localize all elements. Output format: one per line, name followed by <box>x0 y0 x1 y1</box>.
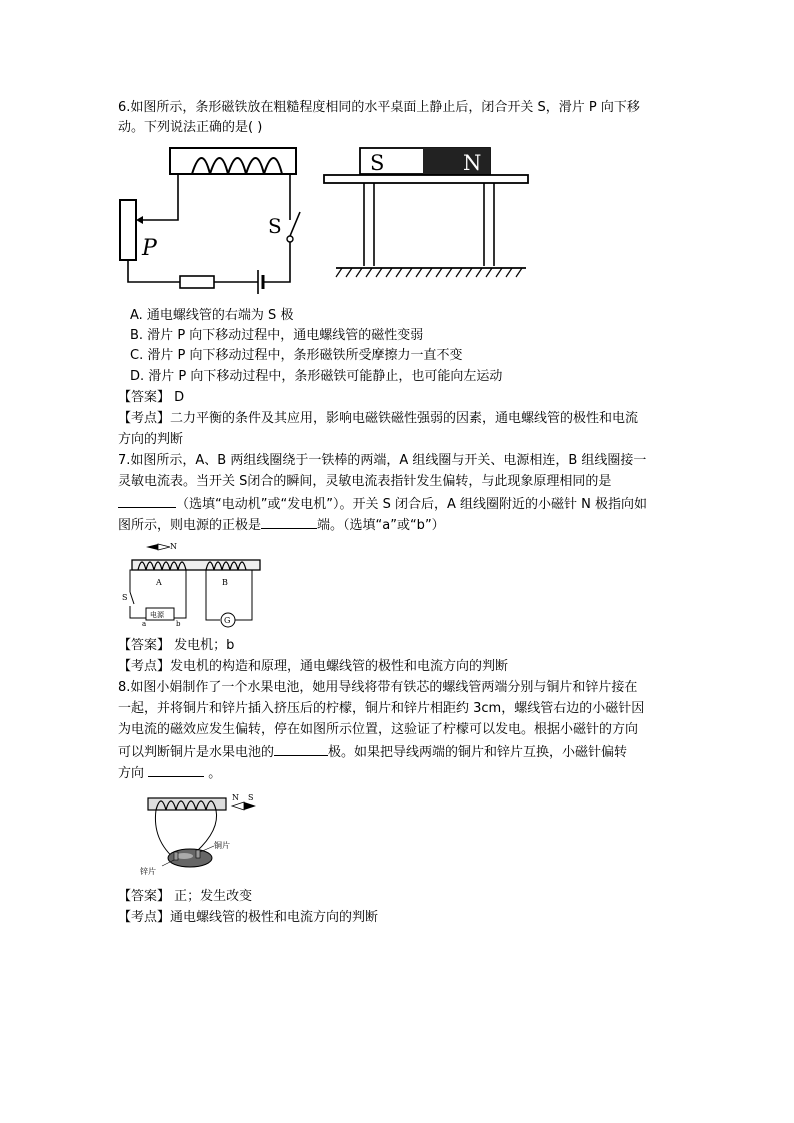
q7-blank-2[interactable] <box>261 514 317 529</box>
q8-point: 【考点】通电螺线管的极性和电流方向的判断 <box>118 910 379 925</box>
ground-hatch <box>336 268 522 277</box>
q7-figure <box>122 540 272 630</box>
q6-point-line2: 方向的判断 <box>118 432 184 447</box>
q8-stem-line5: 方向 。 <box>118 762 221 784</box>
q8-blank-2[interactable] <box>148 762 204 777</box>
table-top <box>324 175 528 183</box>
q8-stem-line3: 为电流的磁效应发生偏转，停在如图所示位置，这验证了柠檬可以发电。根据小磁针的方向 <box>118 722 639 737</box>
q7-stem-line3: （选填“电动机”或“发电机”）。开关 S 闭合后，A 组线圈附近的小磁针 N 极指向如 <box>118 493 647 515</box>
slider-label: P <box>142 236 157 261</box>
q7-stem-line2: 灵敏电流表。当开关 S闭合的瞬间，灵敏电流表指针发生偏转，与此现象原理相同的是 <box>118 474 612 489</box>
q8-figure <box>140 790 280 880</box>
magnet-n-label: N <box>463 151 482 175</box>
q6-stem-line2: 动。下列说法正确的是( ) <box>118 120 263 135</box>
q6-option-b: B. 滑片 P 向下移动过程中，通电螺线管的磁性变弱 <box>130 328 424 343</box>
q8-answer: 【答案】 正；发生改变 <box>118 889 253 904</box>
solenoid-coils <box>192 158 282 174</box>
q8-blank-1[interactable] <box>274 741 328 756</box>
q8-n-label: N <box>232 793 239 802</box>
zinc-label: 锌片 <box>140 867 156 876</box>
iron-rod <box>132 560 260 570</box>
rheostat <box>120 200 136 260</box>
q8-stem-line1: 8.如图小娟制作了一个水果电池，她用导线将带有铁芯的螺线管两端分别与铜片和锌片接在 <box>118 680 638 695</box>
q6-answer: 【答案】 D <box>118 390 185 405</box>
coil-a-label: A <box>156 578 162 587</box>
switch-label: S <box>268 214 282 238</box>
q7-answer: 【答案】 发电机；b <box>118 638 235 653</box>
q6-stem-line1: 6.如图所示，条形磁铁放在粗糙程度相同的水平桌面上静止后，闭合开关 S，滑片 P 向下移 <box>118 100 640 115</box>
terminal-a: a <box>142 620 147 628</box>
switch-contact <box>287 236 293 242</box>
compass-needle <box>146 544 158 550</box>
slider-arrow <box>136 216 143 224</box>
q6-figure <box>110 140 540 300</box>
q7-switch-label: S <box>122 593 128 602</box>
q7-n-label: N <box>170 542 177 551</box>
q8-compass-needle <box>232 802 244 810</box>
q6-option-c: C. 滑片 P 向下移动过程中，条形磁铁所受摩擦力一直不变 <box>130 348 463 363</box>
q8-s-label: S <box>248 793 254 802</box>
magnet-s-label: S <box>370 151 385 175</box>
galvanometer-label: G <box>224 616 231 625</box>
q7-blank-1[interactable] <box>118 493 176 508</box>
power-source-label: 电源 <box>150 611 164 619</box>
q7-point: 【考点】发电机的构造和原理，通电螺线管的极性和电流方向的判断 <box>118 659 509 674</box>
q6-option-a: A. 通电螺线管的右端为 S 极 <box>130 308 294 323</box>
copper-plate <box>196 850 200 858</box>
coil-b-label: B <box>222 578 228 587</box>
resistor <box>180 276 214 288</box>
q8-stem-line2: 一起，并将铜片和锌片插入挤压后的柠檬，铜片和锌片相距约 3cm，螺线管右边的小磁针因 <box>118 701 645 716</box>
q6-point-line1: 【考点】二力平衡的条件及其应用，影响电磁铁磁性强弱的因素，通电螺线管的极性和电流 <box>118 411 639 426</box>
q8-stem-line4: 可以判断铜片是水果电池的 极。如果把导线两端的铜片和锌片互换，小磁针偏转 <box>118 741 627 763</box>
q6-option-d: D. 滑片 P 向下移动过程中，条形磁铁可能静止，也可能向左运动 <box>130 369 503 384</box>
copper-label: 铜片 <box>214 841 230 850</box>
q7-stem-line1: 7.如图所示，A、B 两组线圈绕于一铁棒的两端，A 组线圈与开关、电源相连，B 组线圈接一 <box>118 453 647 468</box>
terminal-b: b <box>176 620 181 628</box>
q7-stem-line4: 图所示，则电源的正极是 端。（选填“a”或“b”） <box>118 514 445 536</box>
switch-blade <box>290 212 300 236</box>
zinc-plate <box>174 852 178 860</box>
